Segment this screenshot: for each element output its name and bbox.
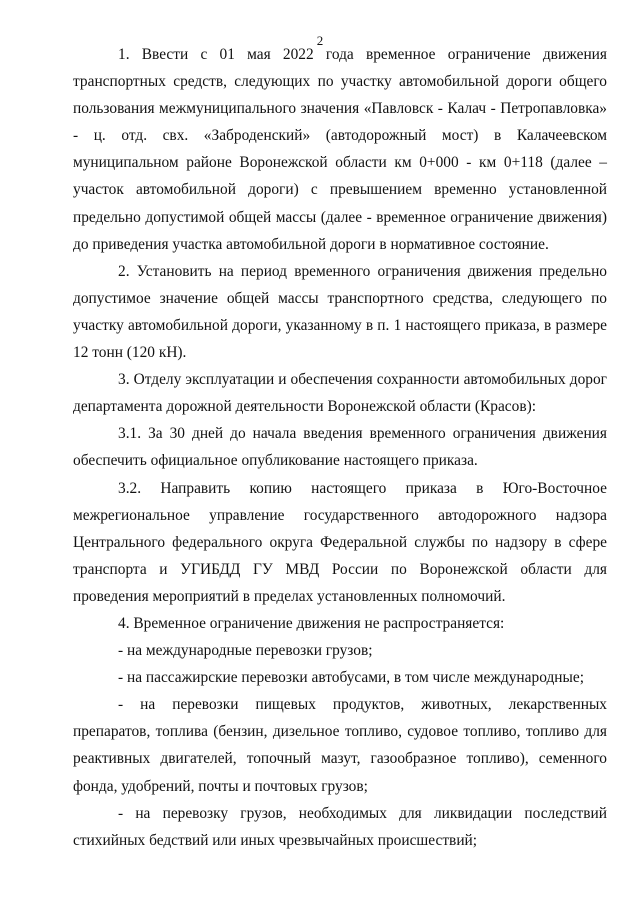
paragraph-3-1-publication: 3.1. За 30 дней до начала введения временного ограничения движения обеспечить официальное опубликование настоящего приказа. bbox=[73, 425, 607, 470]
paragraph-3-2-distribution: 3.2. Направить копию настоящего приказа в Юго-Восточное межрегиональное управление государственного автодорожного надзора Центрального федерального округа Федеральной службы по надзору в сфере транспорта и УГИБДД ГУ МВД России по Воронежской области для проведения мероприятий в пределах установленных полномочий. bbox=[73, 479, 607, 605]
document-body bbox=[73, 41, 607, 854]
paragraph-1-road-restriction: 1. Ввести с 01 мая 2022 года временное ограничение движения транспортных средств, следующих по участку автомобильной дороги общего пользования межмуниципального значения «Павловск - Калач - Петропавловка» - ц. отд. свх. «Заброденский» (автодорожный мост) в Калачеевском муниципальном районе Воронежской области км 0+000 - км 0+118 (далее – участок автомобильной дороги) с превышением временно установленной предельно допустимой общей массы (далее - временное ограничение движения) до приведения участка автомобильной дороги в нормативное состояние. bbox=[73, 46, 607, 253]
exemption-item-international-cargo: - на международные перевозки грузов; bbox=[118, 642, 373, 660]
page-number: 2 bbox=[316, 33, 324, 48]
exemption-item-passenger-buses: - на пассажирские перевозки автобусами, в том числе международные; bbox=[118, 669, 584, 687]
paragraph-2-mass-limit: 2. Установить на период временного ограничения движения предельно допустимое значение общей массы транспортного средства, следующего по участку автомобильной дороги, указанному в п. 1 настоящего приказа, в размере 12 тонн (120 кН). bbox=[73, 262, 607, 362]
exemption-item-emergency-cargo: - на перевозку грузов, необходимых для ликвидации последствий стихийных бедствий или иных чрезвычайных происшествий; bbox=[73, 804, 607, 849]
exemption-item-food-fuel-mail: - на перевозки пищевых продуктов, животных, лекарственных препаратов, топлива (бензин, дизельное топливо, судовое топливо, топливо для реактивных двигателей, топочный мазут, газообразное топливо), семенного фонда, удобрений, почты и почтовых грузов; bbox=[73, 696, 607, 795]
paragraph-4-exemptions-intro: 4. Временное ограничение движения не распространяется: bbox=[118, 614, 505, 632]
paragraph-3-department-order: 3. Отделу эксплуатации и обеспечения сохранности автомобильных дорог департамента дорожной деятельности Воронежской области (Красов): bbox=[73, 371, 607, 416]
